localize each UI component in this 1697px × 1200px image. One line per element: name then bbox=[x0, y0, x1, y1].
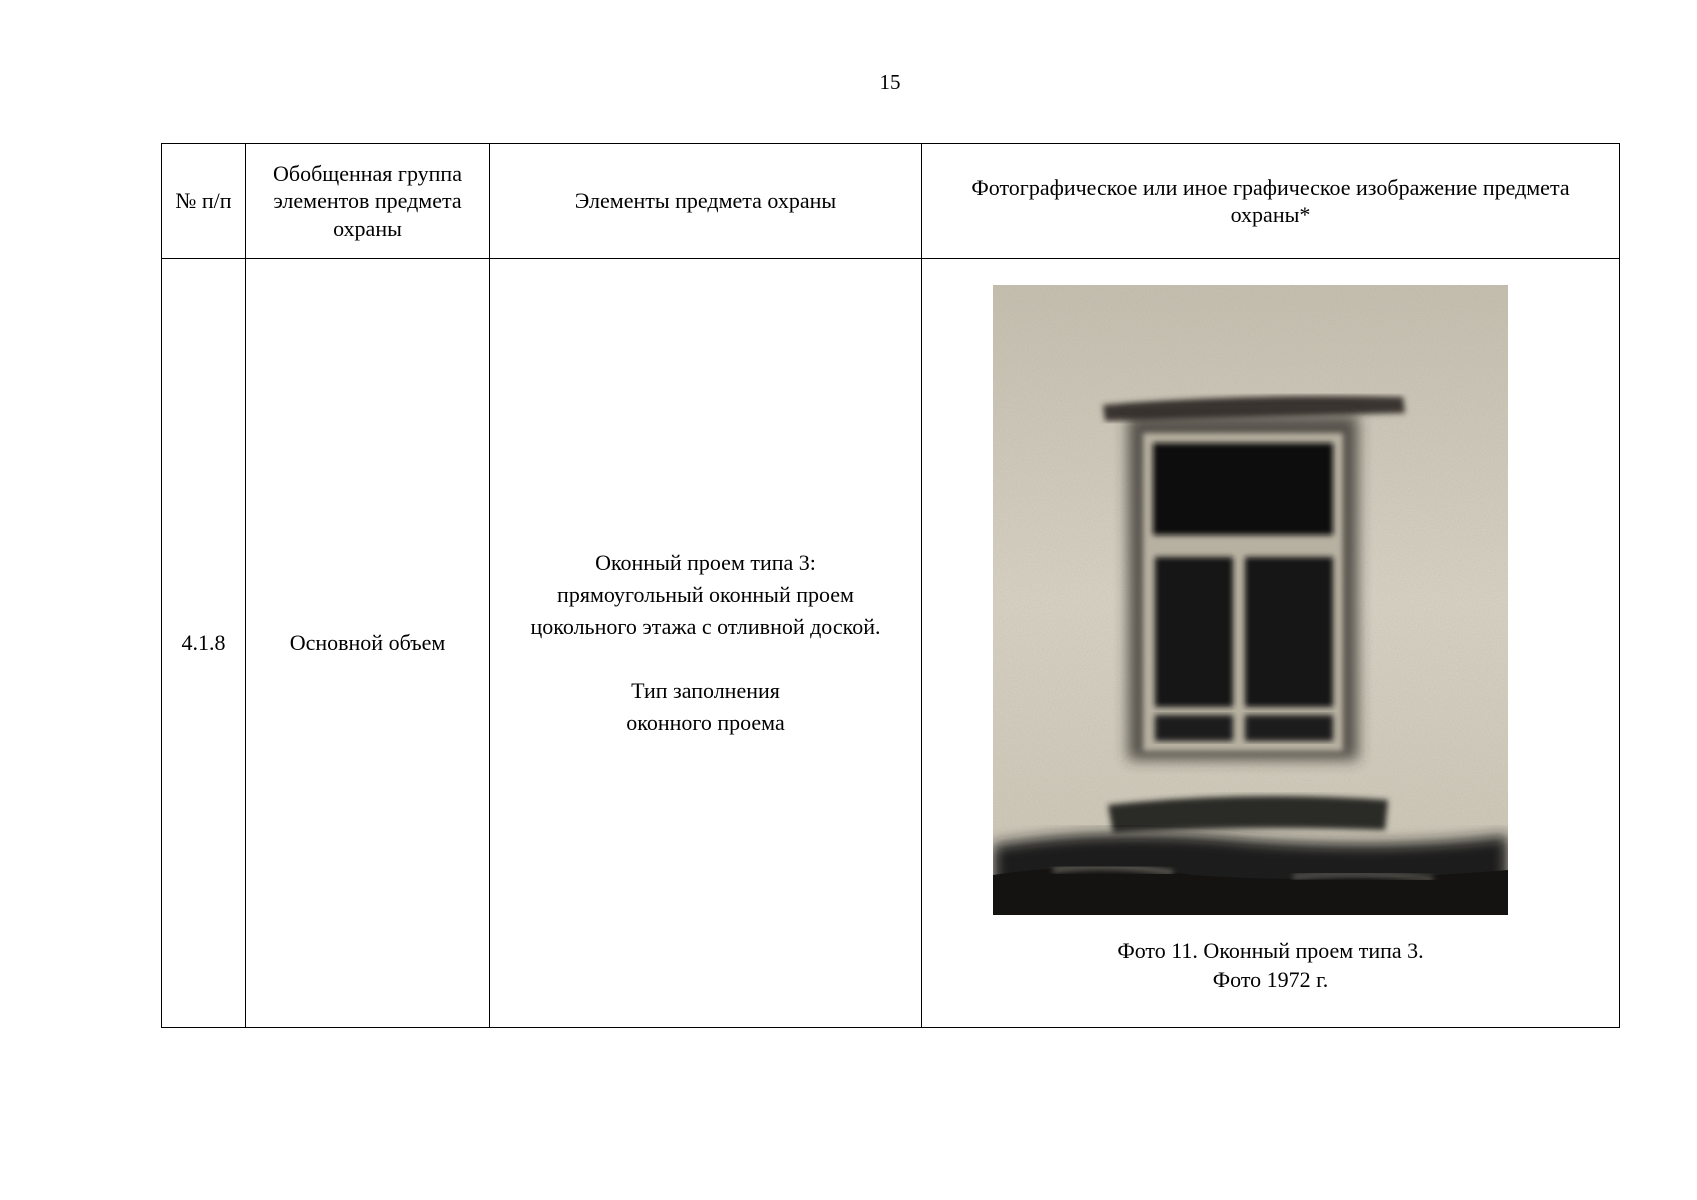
elements-line-3: цокольного этажа с отливной доской. bbox=[530, 614, 881, 640]
elements-line-2: прямоугольный оконный проем bbox=[557, 582, 854, 608]
elements-line-5: оконного проема bbox=[626, 709, 785, 735]
header-photo: Фотографическое или иное графическое изображение предмета охраны* bbox=[922, 144, 1620, 259]
elements-line-4: Тип заполнения bbox=[631, 677, 780, 703]
header-num: № п/п bbox=[162, 144, 246, 259]
elements-spacer bbox=[496, 643, 915, 675]
table-row bbox=[162, 259, 1620, 1028]
header-group: Обобщенная группа элементов предмета охраны bbox=[246, 144, 490, 259]
photo-caption bbox=[922, 937, 1619, 994]
page-number: 15 bbox=[879, 70, 901, 94]
row-group: Основной объем bbox=[246, 259, 490, 1028]
row-num: 4.1.8 bbox=[162, 259, 246, 1028]
row-elements bbox=[490, 259, 922, 1028]
row-photo bbox=[922, 259, 1620, 1028]
elements-line-1: Оконный проем типа 3: bbox=[595, 550, 816, 576]
window-photo bbox=[993, 285, 1508, 915]
caption-line-2: Фото 1972 г. bbox=[1212, 966, 1329, 992]
header-elements: Элементы предмета охраны bbox=[490, 144, 922, 259]
caption-line-1: Фото 11. Оконный проем типа 3. bbox=[1117, 938, 1424, 963]
protection-elements-table bbox=[161, 143, 1620, 1028]
table-header-row bbox=[162, 144, 1620, 259]
